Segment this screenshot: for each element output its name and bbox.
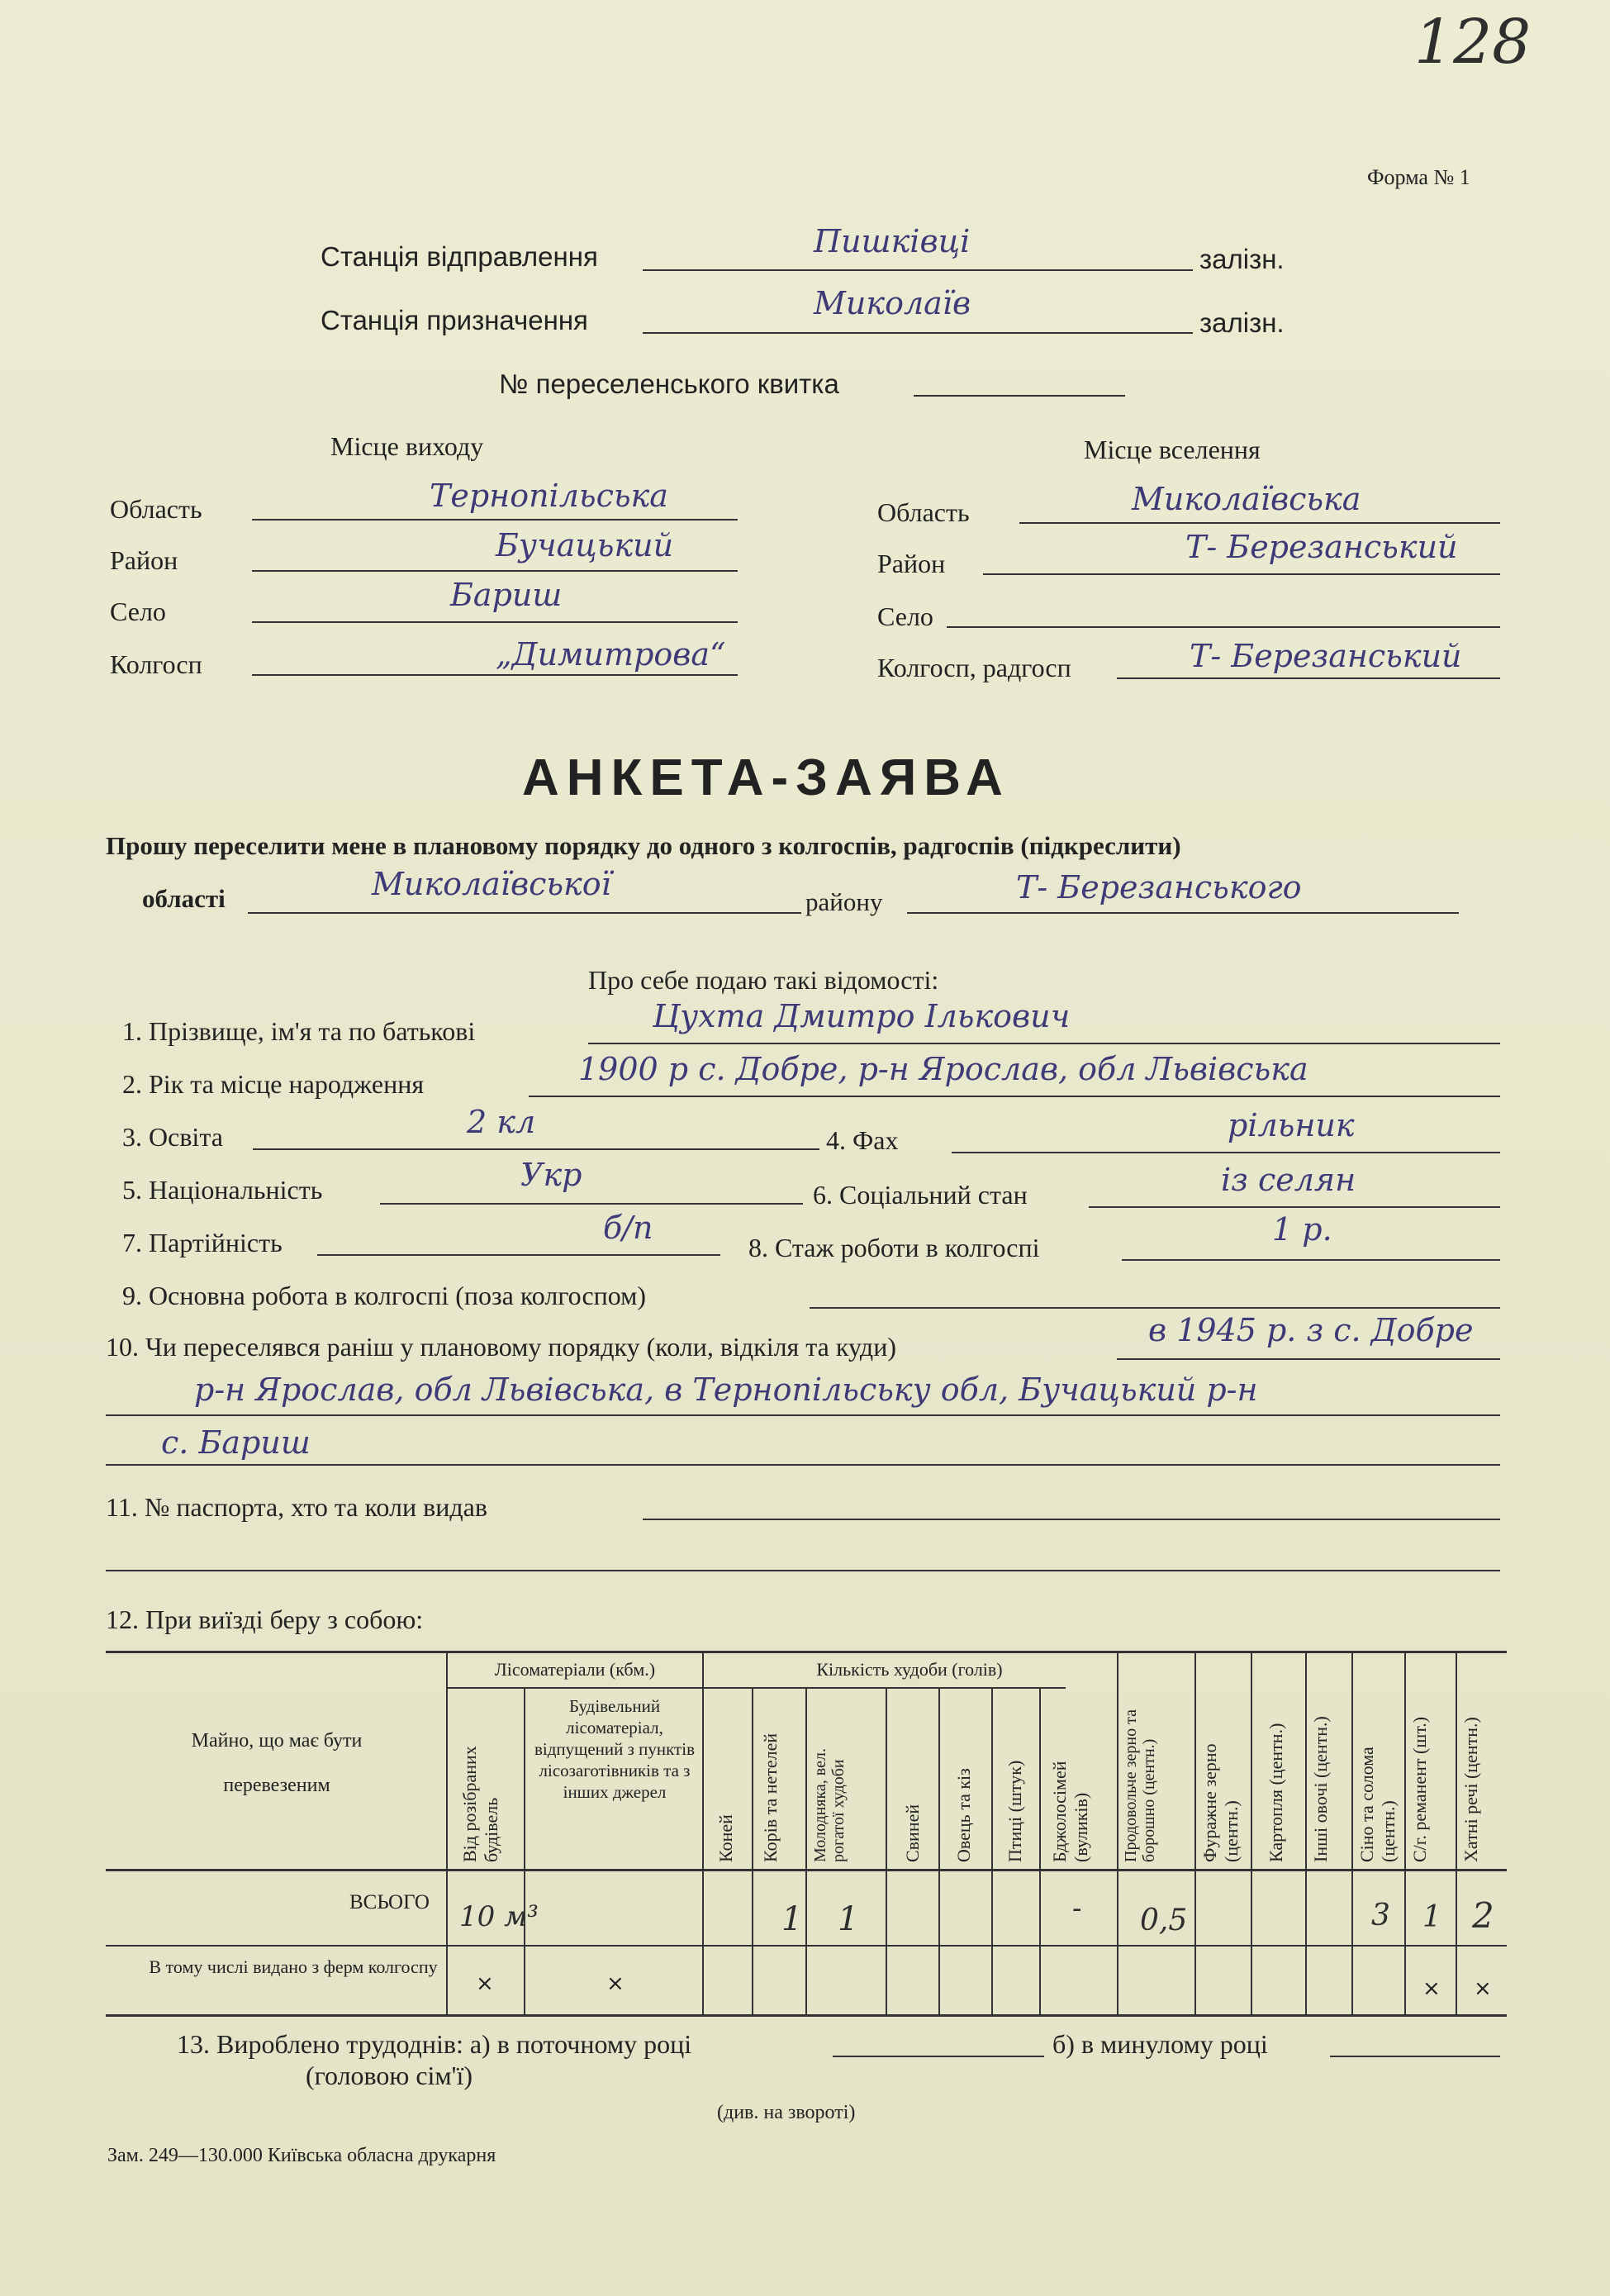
origin-oblast-label: Область <box>110 494 202 524</box>
destination-station-line <box>643 332 1193 334</box>
field-11-line-b <box>106 1570 1500 1571</box>
ticket-label: № переселенського квитка <box>499 368 839 399</box>
field-1-label: 1. Прізвище, ім'я та по батькові <box>122 1016 476 1046</box>
table-top-rule <box>106 1651 1507 1653</box>
header-bees: Бджолосімей (вуликів) <box>1049 1761 1091 1862</box>
field-6-line <box>1089 1206 1500 1208</box>
total-bees: - <box>1072 1892 1082 1925</box>
field-7-label: 7. Партійність <box>122 1228 283 1257</box>
origin-oblast-value: Тернопільська <box>430 478 668 514</box>
origin-rayon-line <box>252 570 738 572</box>
origin-heading: Місце виходу <box>330 431 484 461</box>
field-10-value-c: с. Бариш <box>161 1424 311 1461</box>
table-bottom-rule <box>106 2014 1507 2017</box>
total-cows: 1 <box>781 1900 803 1938</box>
destination-rayon-line <box>983 573 1500 575</box>
table-col-line <box>1039 1687 1041 2014</box>
header-building-timber: Будівельний лісоматеріал, відпущений з пунктів лісозаготівників та з інших джерел <box>534 1696 695 1802</box>
field-8-label: 8. Стаж роботи в колгоспі <box>748 1233 1040 1262</box>
origin-selo-line <box>252 621 738 623</box>
destination-oblast-label: Область <box>877 497 970 527</box>
request-oblast-value: Миколаївської <box>372 866 611 902</box>
field-2-value: 1900 р с. Добре, р-н Ярослав, обл Львівська <box>578 1051 1308 1087</box>
origin-kolhosp-line <box>252 674 738 676</box>
field-10-label: 10. Чи переселявся раніш у плановому порядку (коли, відкіля та куди) <box>106 1332 896 1362</box>
field-1-line <box>588 1043 1500 1044</box>
departure-rail-suffix: залізн. <box>1199 244 1285 274</box>
field-13-previous-line <box>1330 2056 1500 2057</box>
destination-kolhosp-label: Колгосп, радгосп <box>877 653 1071 682</box>
field-3-value: 2 кл <box>467 1104 536 1140</box>
table-col-line <box>991 1687 993 2014</box>
field-7-value: б/п <box>603 1210 653 1246</box>
issued-mark-dismantled: × <box>476 1971 494 1996</box>
field-10-value-b: р-н Ярослав, обл Львівська, в Тернопільську обл, Бучацький р-н <box>194 1371 1258 1408</box>
header-cows: Корів та нетелей <box>760 1733 781 1862</box>
total-young-cattle: 1 <box>838 1900 859 1938</box>
field-3-label: 3. Освіта <box>122 1122 223 1152</box>
field-2-label: 2. Рік та місце народження <box>122 1069 425 1099</box>
field-3-line <box>253 1148 819 1150</box>
printer-imprint: Зам. 249—130.000 Київська обласна друкарня <box>107 2145 496 2166</box>
see-back-note: (див. на звороті) <box>717 2102 856 2123</box>
field-6-value: із селян <box>1221 1162 1356 1198</box>
field-1-value: Цухта Дмитро Ількович <box>653 998 1071 1034</box>
table-col-line <box>1351 1651 1353 2014</box>
origin-kolhosp-value: „Димитрова“ <box>496 636 726 673</box>
field-10-value-a: в 1945 р. з с. Добре <box>1148 1312 1474 1348</box>
field-11-label: 11. № паспорта, хто та коли видав <box>106 1492 487 1522</box>
header-young-cattle: Молодняка, вел. рогатої худоби <box>811 1748 848 1862</box>
issued-mark-household: × <box>1474 1976 1492 2001</box>
total-tools: 1 <box>1422 1900 1441 1934</box>
field-5-label: 5. Національність <box>122 1175 323 1205</box>
field-11-line-a <box>643 1519 1500 1520</box>
request-rayon-line <box>907 912 1459 914</box>
header-sheep: Овець та кіз <box>953 1768 974 1862</box>
form-number: Форма № 1 <box>1367 165 1470 189</box>
request-text: Прошу переселити мене в плановому порядку до одного з колгоспів, радгоспів (підкреслити) <box>106 831 1181 860</box>
issued-mark-tools: × <box>1422 1976 1441 2001</box>
field-7-line <box>317 1254 720 1256</box>
table-col-line <box>524 1687 525 2014</box>
row-issued-label: В тому числі видано з ферм колгоспу <box>149 1956 438 1977</box>
header-birds: Птиці (штук) <box>1004 1760 1025 1862</box>
field-13-current-line <box>833 2056 1044 2057</box>
origin-selo-value: Бариш <box>450 577 563 613</box>
header-potato: Картопля (центн.) <box>1266 1723 1286 1862</box>
destination-selo-line <box>947 626 1500 628</box>
destination-rayon-label: Район <box>877 549 946 578</box>
field-5-value: Укр <box>520 1157 582 1193</box>
field-2-line <box>529 1096 1500 1097</box>
field-10-line-c <box>106 1464 1500 1466</box>
table-col-line <box>1456 1651 1457 2014</box>
header-vegetables: Інші овочі (центн.) <box>1310 1716 1331 1862</box>
header-livestock-group: Кількість худоби (голів) <box>816 1659 1003 1680</box>
table-col-line <box>1305 1651 1307 2014</box>
table-col-line <box>446 1651 448 2014</box>
header-household: Хатні речі (центн.) <box>1460 1717 1481 1862</box>
destination-station-label: Станція призначення <box>321 305 588 335</box>
request-oblast-line <box>248 912 801 914</box>
origin-kolhosp-label: Колгосп <box>110 649 202 679</box>
table-col-line <box>1251 1651 1252 2014</box>
field-13-sub: (головою сім'ї) <box>306 2061 473 2090</box>
field-13-previous-label: б) в минулому році <box>1052 2029 1268 2059</box>
field-13-label: 13. Вироблено трудоднів: а) в поточному році <box>177 2029 692 2059</box>
destination-oblast-value: Миколаївська <box>1132 481 1361 517</box>
field-4-value: рільник <box>1228 1107 1355 1143</box>
issued-mark-building: × <box>606 1971 625 1996</box>
table-col-line <box>886 1687 887 2014</box>
destination-rayon-value: Т- Березанський <box>1185 529 1458 565</box>
header-hay: Сіно та солома (центн.) <box>1356 1747 1399 1862</box>
table-col-line <box>702 1651 704 2014</box>
destination-oblast-line <box>1019 522 1500 524</box>
table-col-line <box>1194 1651 1196 2014</box>
header-timber-group: Лісоматеріали (кбм.) <box>494 1659 656 1680</box>
field-9-label: 9. Основна робота в колгоспі (поза колгоспом) <box>122 1281 647 1310</box>
field-8-value: 1 р. <box>1272 1211 1332 1248</box>
departure-station-label: Станція відправлення <box>321 241 598 272</box>
total-food-grain: 0,5 <box>1140 1904 1188 1937</box>
field-5-line <box>380 1203 803 1205</box>
origin-oblast-line <box>252 519 738 521</box>
field-10-line-b <box>106 1414 1500 1416</box>
total-hay: 3 <box>1371 1899 1390 1932</box>
table-col-line <box>752 1687 753 2014</box>
field-12-label: 12. При виїзді беру з собою: <box>106 1604 424 1634</box>
request-oblast-label: області <box>142 884 226 913</box>
destination-rail-suffix: залізн. <box>1199 307 1285 338</box>
destination-kolhosp-line <box>1117 677 1500 679</box>
destination-selo-label: Село <box>877 601 933 631</box>
header-pigs: Свиней <box>902 1804 923 1862</box>
header-property: Майно, що має бути перевезеним <box>191 1730 363 1796</box>
ticket-line <box>914 395 1125 397</box>
origin-rayon-label: Район <box>110 545 178 575</box>
field-8-line <box>1122 1259 1500 1261</box>
departure-station-value: Пишківці <box>814 223 971 259</box>
request-rayon-label: району <box>805 887 883 916</box>
request-rayon-value: Т- Березанського <box>1016 869 1302 906</box>
destination-station-value: Миколаїв <box>814 285 971 321</box>
field-10-line-a <box>1117 1358 1500 1360</box>
table-col-line <box>1117 1651 1118 2014</box>
info-intro: Про себе подаю такі відомості: <box>588 965 939 995</box>
header-dismantled: Від розібраних будівель <box>459 1746 501 1862</box>
destination-heading: Місце вселення <box>1084 435 1261 464</box>
origin-selo-label: Село <box>110 597 166 626</box>
table-group-rule <box>446 1687 1066 1689</box>
origin-rayon-value: Бучацький <box>496 527 674 563</box>
field-4-label: 4. Фах <box>826 1125 899 1155</box>
total-dismantled: 10 м³ <box>459 1900 539 1933</box>
table-col-line <box>1404 1651 1406 2014</box>
header-fodder: Фуражне зерно (центн.) <box>1199 1743 1242 1862</box>
page-title: АНКЕТА-ЗАЯВА <box>522 749 1010 806</box>
field-9-line <box>810 1307 1500 1309</box>
row-total-label: ВСЬОГО <box>349 1891 430 1913</box>
header-tools: С/г. реманент (шт.) <box>1409 1716 1430 1862</box>
archive-number: 128 <box>1414 7 1532 78</box>
field-6-label: 6. Соціальний стан <box>813 1180 1028 1210</box>
table-col-line <box>805 1687 807 2014</box>
total-household: 2 <box>1472 1895 1494 1936</box>
header-food-grain: Продовольче зерно та борошно (центн.) <box>1122 1709 1158 1862</box>
field-4-line <box>952 1152 1500 1153</box>
header-horses: Коней <box>715 1814 736 1862</box>
destination-kolhosp-value: Т- Березанський <box>1190 638 1462 674</box>
table-col-line <box>938 1687 940 2014</box>
departure-station-line <box>643 269 1193 271</box>
